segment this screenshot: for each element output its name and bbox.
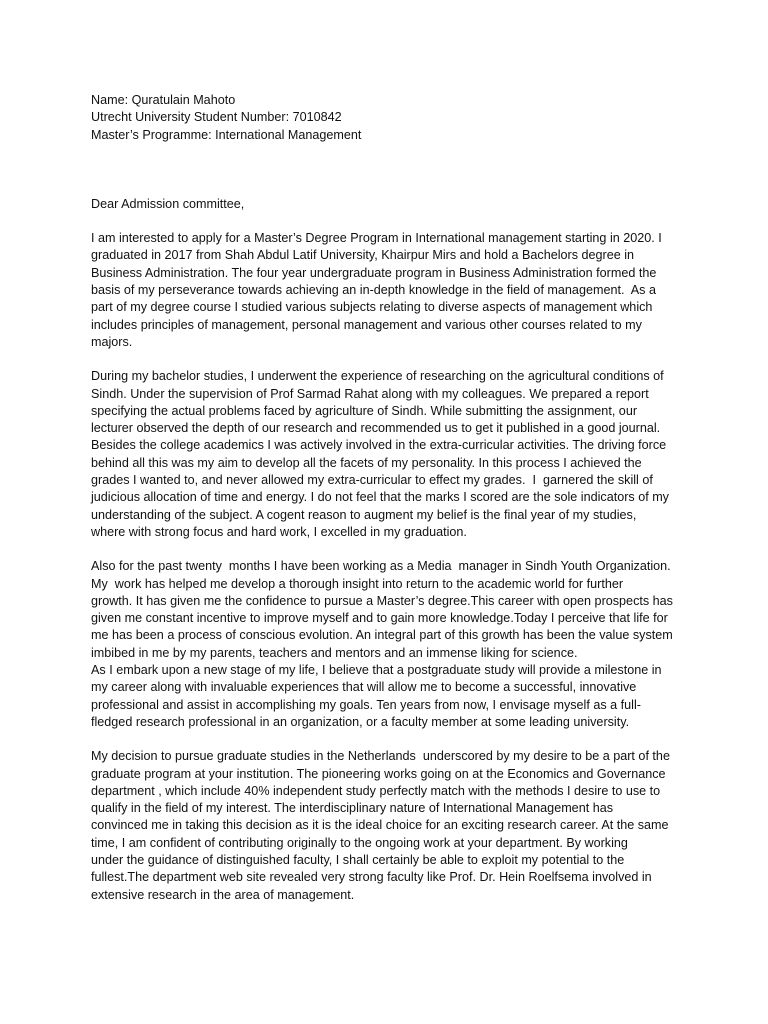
- letter-header: [91, 92, 691, 144]
- text-line: Business Administration. The four year undergraduate program in Business Administration formed the: [91, 265, 657, 280]
- text-line: given me constant incentive to improve myself and to gain more knowledge.Today I perceive that life for: [91, 611, 668, 626]
- text-line: under the guidance of distinguished faculty, I shall certainly be able to exploit my potential to the: [91, 852, 625, 867]
- text-line: time, I am confident of contributing originally to the ongoing work at your department. By working: [91, 835, 628, 850]
- text-line: extensive research in the area of management.: [91, 887, 355, 902]
- text-line: understanding of the subject. A cogent reason to augment my belief is the final year of my studies,: [91, 507, 637, 522]
- text-line: graduate program at your institution. The pioneering works going on at the Economics and Governance: [91, 766, 666, 781]
- text-line: qualify in the field of my interest. The interdisciplinary nature of International Management has: [91, 801, 613, 816]
- text-line: specifying the actual problems faced by agriculture of Sindh. While submitting the assignment, our: [91, 403, 638, 418]
- text-line: my career along with invaluable experiences that will allow me to become a successful, innovative: [91, 680, 637, 695]
- paragraph-netherlands: [91, 748, 691, 904]
- text-line: growth. It has given me the confidence to pursue a Master’s degree.This career with open prospects has: [91, 593, 673, 608]
- text-line: fledged research professional in an organization, or a faculty member at some leading university.: [91, 714, 630, 729]
- text-line: Sindh. Under the supervision of Prof Sarmad Rahat along with my colleagues. We prepared a report: [91, 386, 649, 401]
- paragraph-work-experience: [91, 558, 691, 731]
- text-line: professional and assist in accomplishing my goals. Ten years from now, I envisage myself as a full-: [91, 697, 641, 712]
- text-line: Besides the college academics I was actively involved in the extra-curricular activities. The driving force: [91, 438, 667, 453]
- text-line: department , which include 40% independent study perfectly match with the methods I desire to use to: [91, 783, 661, 798]
- text-line: includes principles of management, personal management and various other courses related to my: [91, 317, 642, 332]
- text-line: convinced me in taking this decision as it is the ideal choice for an exciting research career. At the same: [91, 818, 669, 833]
- student-name: Name: Quratulain Mahoto: [91, 93, 236, 107]
- paragraph-bachelor-studies: [91, 368, 691, 541]
- text-line: My decision to pursue graduate studies in the Netherlands underscored by my desire to be a part of the: [91, 749, 670, 764]
- text-line: part of my degree course I studied various subjects relating to diverse aspects of management which: [91, 300, 653, 315]
- text-line: lecturer observed the depth of our research and recommended us to get it published in a good journal.: [91, 421, 661, 436]
- text-line: basis of my perseverance towards achieving an in-depth knowledge in the field of management. As a: [91, 283, 656, 298]
- text-line: majors.: [91, 334, 133, 349]
- text-line: judicious allocation of time and energy. I do not feel that the marks I scored are the sole indicators of my: [91, 490, 669, 505]
- paragraph-intro: [91, 230, 691, 351]
- text-line: As I embark upon a new stage of my life, I believe that a postgraduate study will provide a milestone in: [91, 663, 662, 678]
- text-line: where with strong focus and hard work, I excelled in my graduation.: [91, 524, 467, 539]
- text-line: fullest.The department web site revealed very strong faculty like Prof. Dr. Hein Roelfsema involved in: [91, 870, 652, 885]
- text-line: grades I wanted to, and never allowed my extra-curricular to effect my grades. I garnered the skill of: [91, 473, 653, 488]
- text-line: My work has helped me develop a thorough insight into return to the academic world for further: [91, 576, 624, 591]
- student-number: Utrecht University Student Number: 7010842: [91, 110, 342, 125]
- text-line: During my bachelor studies, I underwent the experience of researching on the agricultural conditions of: [91, 369, 664, 384]
- text-line: imbibed in me by my parents, teachers and mentors and an immense liking for science.: [91, 645, 578, 660]
- programme: Master’s Programme: International Management: [91, 127, 362, 142]
- text-line: I am interested to apply for a Master’s Degree Program in International management starting in 2020. I: [91, 231, 662, 246]
- text-line: graduated in 2017 from Shah Abdul Latif University, Khairpur Mirs and hold a Bachelors degree in: [91, 248, 635, 263]
- salutation: Dear Admission committee,: [91, 196, 245, 211]
- text-line: me has been a process of conscious evolution. An integral part of this growth has been the value system: [91, 628, 673, 643]
- text-line: Also for the past twenty months I have been working as a Media manager in Sindh Youth Organization.: [91, 559, 671, 574]
- letter-body: [91, 92, 691, 904]
- text-line: behind all this was my aim to develop all the facets of my personality. In this process I achieved the: [91, 455, 642, 470]
